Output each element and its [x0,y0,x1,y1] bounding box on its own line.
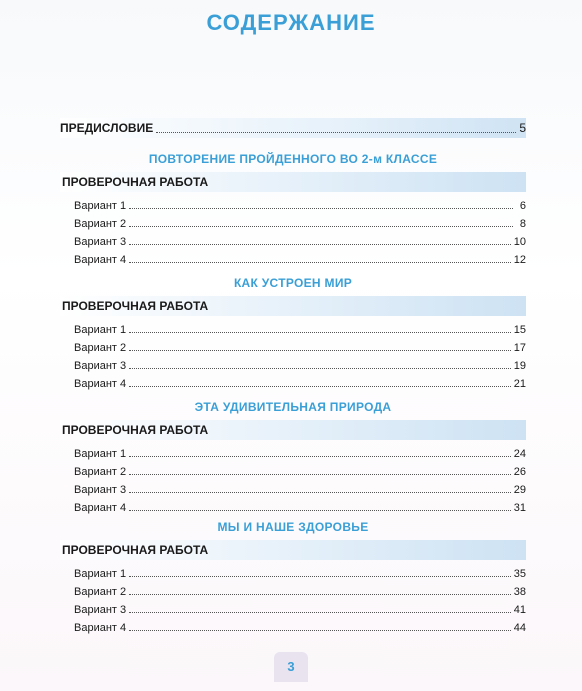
page-number-badge: 3 [274,652,308,682]
section-heading: ЭТА УДИВИТЕЛЬНАЯ ПРИРОДА [194,400,392,414]
toc-entry[interactable] [60,318,526,336]
toc-section [60,398,526,514]
section-heading: ПОВТОРЕНИЕ ПРОЙДЕННОГО ВО 2-м КЛАССЕ [148,152,438,166]
toc-entry-page: 15 [513,324,526,336]
leader-dots [129,466,511,475]
toc-section [60,274,526,390]
toc-entry[interactable] [60,478,526,496]
toc-entry-label: Вариант 3 [74,484,127,496]
section-heading: КАК УСТРОЕН МИР [233,276,353,290]
leader-dots [129,502,511,511]
toc-entry[interactable] [60,354,526,372]
toc-entry-page: 35 [513,568,526,580]
leader-dots [129,200,513,209]
toc-entry-page: 26 [513,466,526,478]
toc-entry-label: Вариант 2 [74,218,127,230]
leader-dots [129,484,511,493]
toc-entry-label: Вариант 3 [74,604,127,616]
toc-entry-page: 21 [513,378,526,390]
toc-entry-label: Вариант 2 [74,466,127,478]
toc-entry-label: ПРЕДИСЛОВИЕ [60,121,154,135]
toc-entry-page: 5 [519,121,526,135]
leader-dots [129,324,511,333]
toc-entry-label: Вариант 3 [74,360,127,372]
toc-entry-page: 29 [513,484,526,496]
toc-entry[interactable] [60,212,526,230]
toc-entry-page: 44 [513,622,526,634]
leader-dots [129,342,511,351]
leader-dots [129,236,511,245]
toc-entry[interactable] [60,442,526,460]
leader-dots [129,604,511,613]
leader-dots [129,622,511,631]
section-heading: МЫ И НАШЕ ЗДОРОВЬЕ [217,520,369,534]
toc-entry-label: Вариант 4 [74,502,127,514]
toc-entry-page: 24 [513,448,526,460]
page-title: СОДЕРЖАНИЕ [206,10,376,35]
toc-entry[interactable] [60,562,526,580]
toc-entry-label: Вариант 1 [74,324,127,336]
toc-entry-page: 12 [513,254,526,266]
toc-entry[interactable] [60,460,526,478]
toc-entry-page: 41 [513,604,526,616]
leader-dots [129,568,511,577]
leader-dots [129,254,511,263]
toc-entry[interactable] [60,336,526,354]
toc-entry-page: 10 [513,236,526,248]
toc-entry-label: Вариант 3 [74,236,127,248]
toc-entry[interactable] [60,372,526,390]
work-heading: ПРОВЕРОЧНАЯ РАБОТА [60,296,526,316]
leader-dots [129,586,511,595]
toc-entry[interactable] [60,194,526,212]
toc-entry-label: Вариант 4 [74,378,127,390]
toc-section [60,518,526,634]
toc-entry-label: Вариант 1 [74,568,127,580]
toc-entry-label: Вариант 4 [74,254,127,266]
toc-entry-page: 6 [519,200,526,212]
leader-dots [129,218,513,227]
toc-entry-label: Вариант 1 [74,200,127,212]
toc-entry-page: 8 [519,218,526,230]
toc-entry[interactable] [60,230,526,248]
toc-entry-label: Вариант 2 [74,586,127,598]
leader-dots [129,378,511,387]
toc-entry[interactable] [60,248,526,266]
toc-entry[interactable] [60,598,526,616]
toc-entry-label: Вариант 1 [74,448,127,460]
toc-entry-label: Вариант 4 [74,622,127,634]
toc-entry[interactable] [60,616,526,634]
toc-entry[interactable] [60,496,526,514]
toc-entry-preface[interactable] [60,118,526,138]
toc-entry-page: 38 [513,586,526,598]
work-heading: ПРОВЕРОЧНАЯ РАБОТА [60,172,526,192]
leader-dots [129,360,511,369]
leader-dots [156,124,516,133]
toc-section [60,150,526,266]
toc-entry[interactable] [60,580,526,598]
toc-entry-page: 17 [513,342,526,354]
work-heading: ПРОВЕРОЧНАЯ РАБОТА [60,540,526,560]
toc-entry-page: 31 [513,502,526,514]
toc-entry-label: Вариант 2 [74,342,127,354]
toc-entry-page: 19 [513,360,526,372]
work-heading: ПРОВЕРОЧНАЯ РАБОТА [60,420,526,440]
leader-dots [129,448,511,457]
